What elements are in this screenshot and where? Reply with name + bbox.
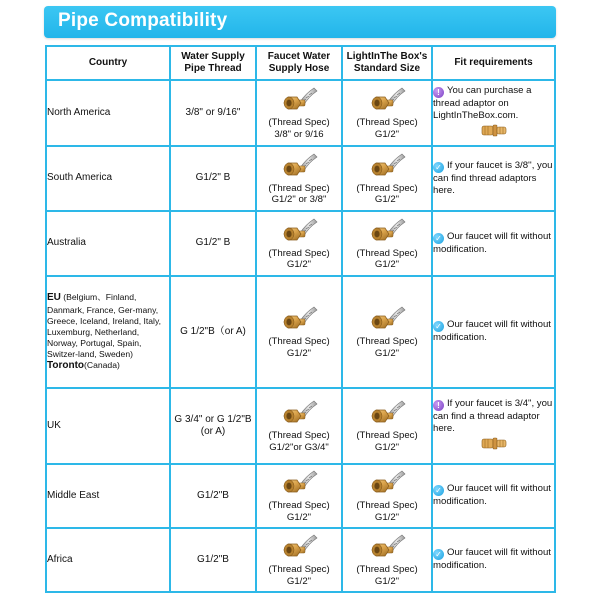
table-row xyxy=(46,388,555,464)
hose-fitting-icon xyxy=(368,533,406,563)
hose-fitting-icon xyxy=(368,217,406,247)
adaptor-image[interactable] xyxy=(433,436,554,454)
cell-pipe-thread: G 3/4" or G 1/2"B (or A) xyxy=(170,388,256,464)
cell-fit-requirements xyxy=(432,146,555,211)
exclamation-circle-icon: ! xyxy=(433,87,444,98)
hose-fitting-icon xyxy=(368,399,406,429)
thread-adaptor-icon xyxy=(479,123,509,137)
cell-standard-size: (Thread Spec) G1/2" xyxy=(342,80,432,146)
fit-text: Our faucet will fit without modification. xyxy=(433,319,551,344)
hose-fitting-icon xyxy=(368,469,406,499)
table-row xyxy=(46,276,555,388)
cell-supply-hose: (Thread Spec) G1/2" xyxy=(256,276,342,388)
cell-standard-size: (Thread Spec) G1/2" xyxy=(342,276,432,388)
table-row xyxy=(46,211,555,276)
table-row xyxy=(46,528,555,592)
hose-fitting-icon xyxy=(280,469,318,499)
cell-standard-size: (Thread Spec) G1/2" xyxy=(342,211,432,276)
cell-supply-hose: (Thread Spec) G1/2" xyxy=(256,211,342,276)
cell-fit-requirements xyxy=(432,528,555,592)
hose-fitting-icon xyxy=(280,305,318,335)
cell-country: Australia xyxy=(46,211,170,276)
hose-fitting-icon xyxy=(368,152,406,182)
hose-fitting-icon xyxy=(368,305,406,335)
adaptor-image[interactable] xyxy=(433,123,554,141)
cell-standard-size: (Thread Spec) G1/2" xyxy=(342,528,432,592)
header-pipe-thread: Water Supply Pipe Thread xyxy=(170,46,256,80)
thread-adaptor-icon xyxy=(479,436,509,450)
cell-pipe-thread: G1/2"B xyxy=(170,464,256,528)
fit-text: Our faucet will fit without modification. xyxy=(433,230,551,255)
cell-fit-requirements xyxy=(432,276,555,388)
cell-standard-size: (Thread Spec) G1/2" xyxy=(342,464,432,528)
table-header-row xyxy=(46,46,555,80)
cell-fit-requirements xyxy=(432,464,555,528)
cell-country: Africa xyxy=(46,528,170,592)
cell-pipe-thread: G1/2" B xyxy=(170,146,256,211)
cell-pipe-thread: G1/2" B xyxy=(170,211,256,276)
cell-country xyxy=(46,276,170,388)
check-circle-icon: ✓ xyxy=(433,162,444,173)
cell-standard-size: (Thread Spec) G1/2" xyxy=(342,388,432,464)
cell-standard-size: (Thread Spec) G1/2" xyxy=(342,146,432,211)
hose-fitting-icon xyxy=(280,533,318,563)
fit-text: Our faucet will fit without modification. xyxy=(433,483,551,508)
cell-supply-hose: (Thread Spec) G1/2" or 3/8" xyxy=(256,146,342,211)
cell-pipe-thread: G1/2"B xyxy=(170,528,256,592)
hose-fitting-icon xyxy=(280,399,318,429)
hose-fitting-icon xyxy=(280,86,318,116)
check-circle-icon: ✓ xyxy=(433,485,444,496)
cell-country: South America xyxy=(46,146,170,211)
cell-country: North America xyxy=(46,80,170,146)
table-row xyxy=(46,80,555,146)
cell-supply-hose: (Thread Spec) G1/2" xyxy=(256,528,342,592)
exclamation-circle-icon: ! xyxy=(433,400,444,411)
check-circle-icon: ✓ xyxy=(433,549,444,560)
header-standard-size: LightInThe Box's Standard Size xyxy=(342,46,432,80)
compatibility-table xyxy=(45,45,556,593)
title-banner xyxy=(44,6,556,38)
cell-fit-requirements xyxy=(432,388,555,464)
header-fit-requirements: Fit requirements xyxy=(432,46,555,80)
cell-supply-hose: (Thread Spec) G1/2" xyxy=(256,464,342,528)
cell-country: Middle East xyxy=(46,464,170,528)
check-circle-icon: ✓ xyxy=(433,321,444,332)
cell-pipe-thread: G 1/2"B（or A) xyxy=(170,276,256,388)
cell-fit-requirements xyxy=(432,80,555,146)
header-supply-hose: Faucet Water Supply Hose xyxy=(256,46,342,80)
cell-country: UK xyxy=(46,388,170,464)
table-row xyxy=(46,464,555,528)
fit-text: You can purchase a thread adaptor on LightInTheBox.com. xyxy=(433,84,532,121)
fit-text: If your faucet is 3/4", you can find a thread adaptor here. xyxy=(433,397,553,434)
header-country: Country xyxy=(46,46,170,80)
table-row xyxy=(46,146,555,211)
cell-supply-hose: (Thread Spec) 3/8" or 9/16 xyxy=(256,80,342,146)
hose-fitting-icon xyxy=(368,86,406,116)
page-title: Pipe Compatibility xyxy=(58,10,228,31)
hose-fitting-icon xyxy=(280,152,318,182)
cell-fit-requirements xyxy=(432,211,555,276)
hose-fitting-icon xyxy=(280,217,318,247)
check-circle-icon: ✓ xyxy=(433,233,444,244)
cell-supply-hose: (Thread Spec) G1/2"or G3/4" xyxy=(256,388,342,464)
fit-text: If your faucet is 3/8'', you can find thread adaptors here. xyxy=(433,159,553,196)
country-eu-group: EU (Belgium、Finland, Danmark, France, Ger-many, Greece, Iceland, Ireland, Italy, Luxemburg, Netherland, Norway, Portugal, Spain, Switzer-land, Sweden) Toronto(Canada) xyxy=(47,291,162,371)
fit-text: Our faucet will fit without modification. xyxy=(433,547,551,572)
cell-pipe-thread: 3/8" or 9/16" xyxy=(170,80,256,146)
